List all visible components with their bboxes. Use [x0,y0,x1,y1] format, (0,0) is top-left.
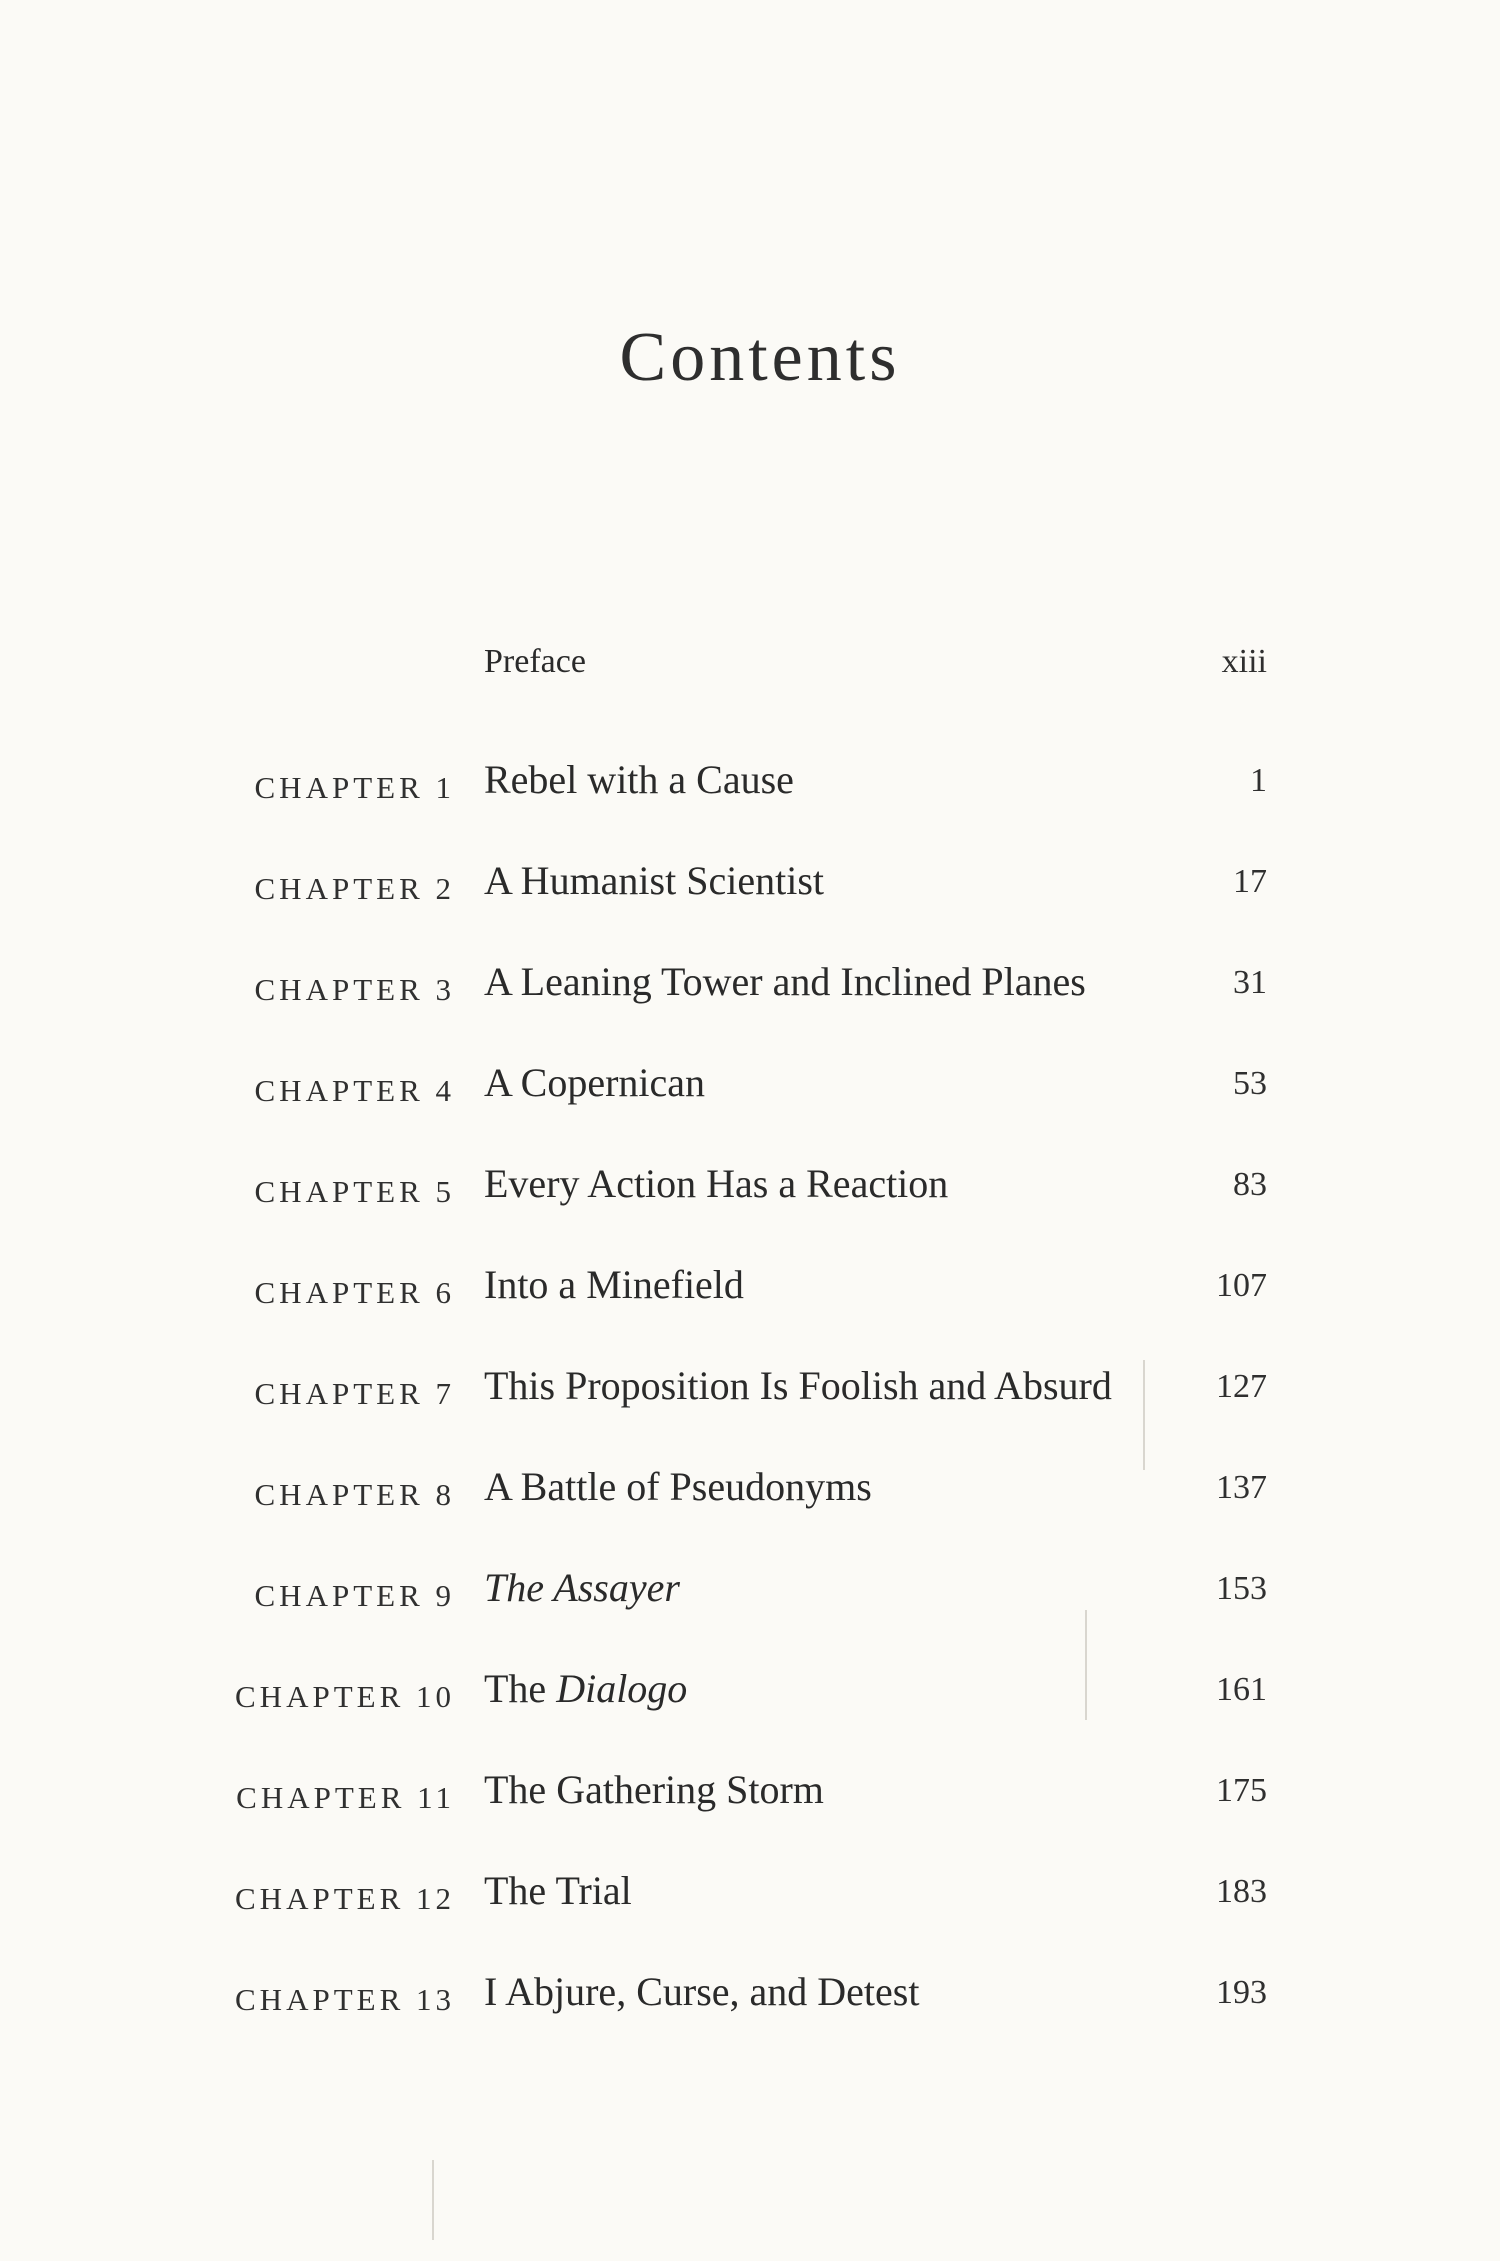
chapter-title: The Trial [484,1868,632,1913]
chapter-title: A Humanist Scientist [484,858,824,903]
page-number: 53 [1233,1065,1267,1102]
scan-artifact [1143,1360,1145,1470]
page-number: 161 [1216,1671,1267,1708]
page-number: 83 [1233,1166,1267,1203]
toc-entry-chapter-3[interactable] [0,958,1500,1018]
chapter-label: CHAPTER 4 [254,1073,455,1108]
toc-entry-chapter-6[interactable] [0,1261,1500,1321]
preface-title: Preface [484,643,586,680]
toc-entry-chapter-13[interactable] [0,1968,1500,2028]
toc-entry-chapter-7[interactable] [0,1362,1500,1422]
chapter-label: CHAPTER 6 [254,1275,455,1310]
page-number: xiii [1221,643,1267,680]
chapter-label: CHAPTER 5 [254,1174,455,1209]
page-number: 1 [1250,762,1267,799]
chapter-label: CHAPTER 3 [254,972,455,1007]
page-number: 107 [1216,1267,1267,1304]
toc-entry-chapter-1[interactable] [0,756,1500,816]
toc-entry-chapter-12[interactable] [0,1867,1500,1927]
page-number: 137 [1216,1469,1267,1506]
chapter-title: The Assayer [484,1565,680,1610]
toc-entry-chapter-9[interactable] [0,1564,1500,1624]
chapter-title: Rebel with a Cause [484,757,794,802]
chapter-title [484,1665,687,1712]
toc-entry-preface[interactable] [0,637,1500,697]
toc-entry-chapter-5[interactable] [0,1160,1500,1220]
toc-entry-chapter-11[interactable] [0,1766,1500,1826]
toc-entry-chapter-10[interactable] [0,1665,1500,1725]
chapter-title: Into a Minefield [484,1262,744,1307]
chapter-label: CHAPTER 10 [235,1679,455,1714]
chapter-title: Every Action Has a Reaction [484,1161,949,1206]
chapter-title: A Leaning Tower and Inclined Planes [484,959,1086,1004]
page-number: 193 [1216,1974,1267,2011]
page-title: Contents [619,319,901,396]
page-number: 17 [1233,863,1267,900]
chapter-label: CHAPTER 12 [235,1881,455,1916]
toc-entry-chapter-2[interactable] [0,857,1500,917]
page-number: 31 [1233,964,1267,1001]
page-number: 183 [1216,1873,1267,1910]
page-number: 175 [1216,1772,1267,1809]
chapter-label: CHAPTER 1 [254,770,455,805]
page-number: 153 [1216,1570,1267,1607]
chapter-label: CHAPTER 8 [254,1477,455,1512]
toc-entry-chapter-8[interactable] [0,1463,1500,1523]
chapter-label: CHAPTER 11 [236,1780,455,1815]
chapter-title: A Copernican [484,1060,706,1105]
chapter-label: CHAPTER 9 [254,1578,455,1613]
chapter-label: CHAPTER 7 [254,1376,455,1411]
chapter-title: This Proposition Is Foolish and Absurd [484,1363,1112,1408]
scan-artifact [432,2160,434,2240]
scan-artifact [1085,1610,1087,1720]
chapter-title-prefix: The [484,1666,557,1711]
chapter-title: The Gathering Storm [484,1767,824,1812]
toc-entry-chapter-4[interactable] [0,1059,1500,1119]
page-number: 127 [1216,1368,1267,1405]
chapter-label: CHAPTER 13 [235,1982,455,2017]
chapter-title: A Battle of Pseudonyms [484,1464,872,1509]
chapter-title-italic: Dialogo [556,1666,688,1711]
chapter-label: CHAPTER 2 [254,871,455,906]
chapter-title: I Abjure, Curse, and Detest [484,1969,920,2014]
